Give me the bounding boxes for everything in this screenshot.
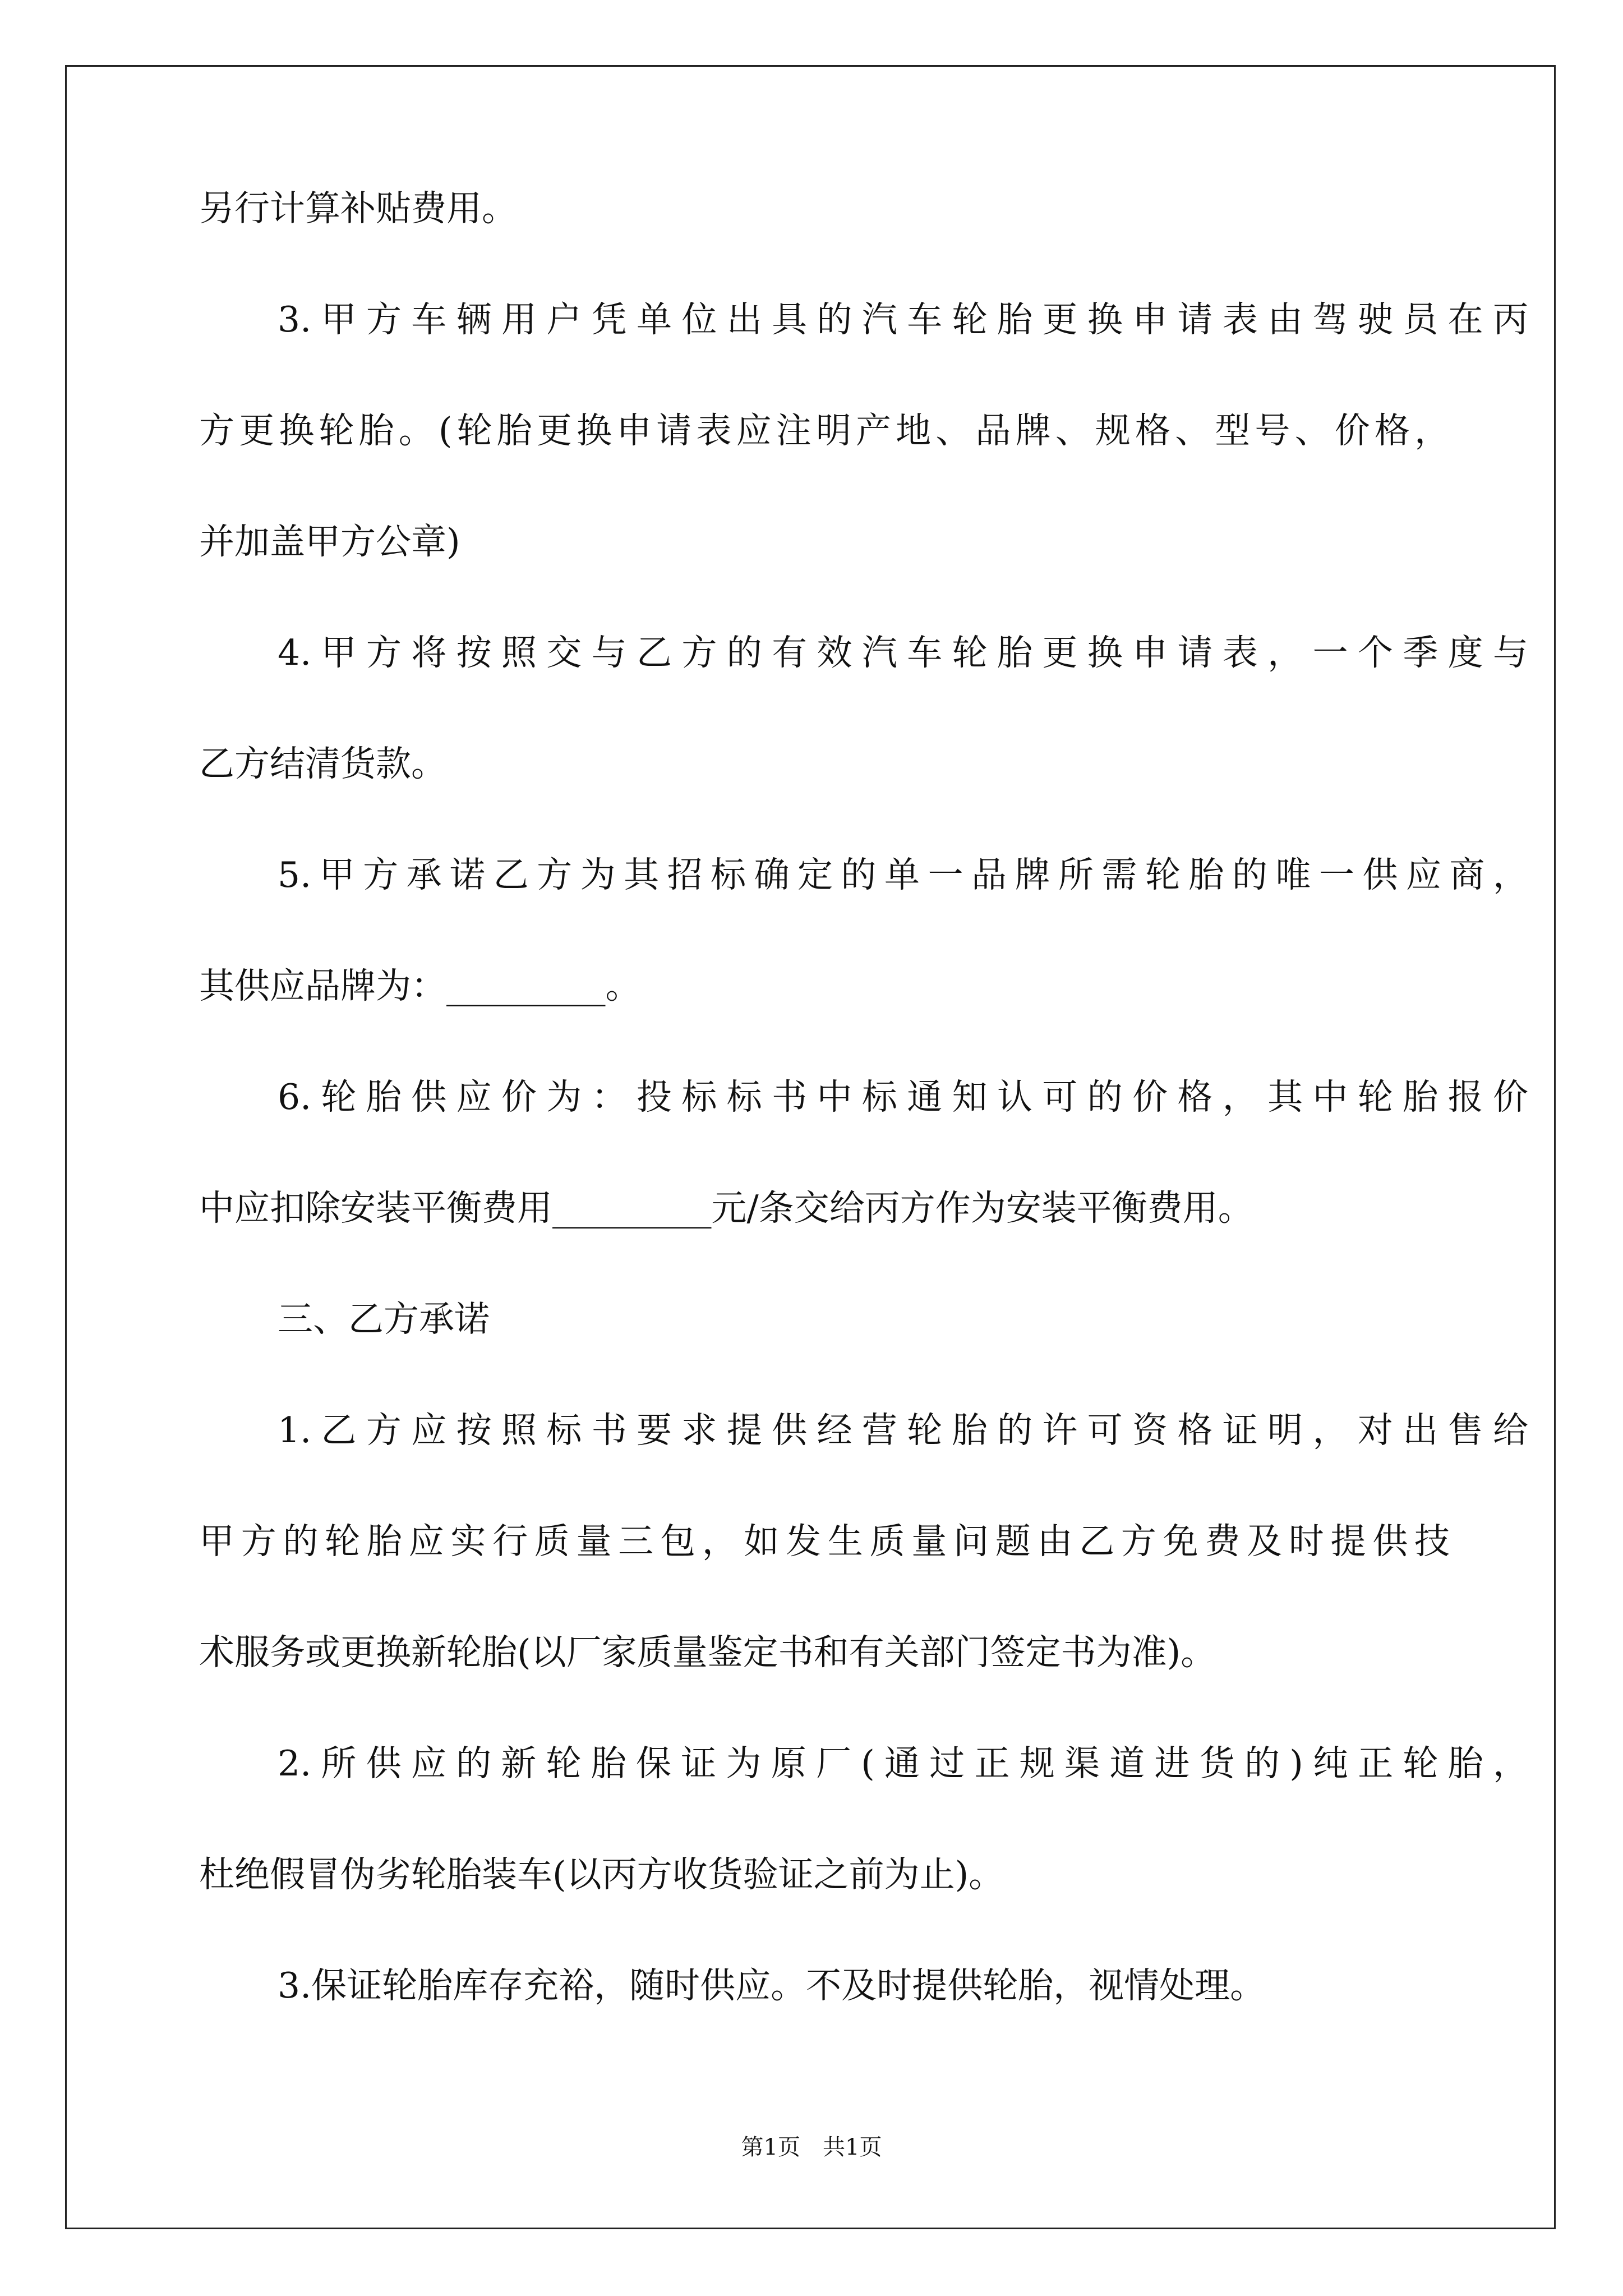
text-line: 3.甲方车辆用户凭单位出具的汽车轮胎更换申请表由驾驶员在丙 <box>278 299 1528 340</box>
text-line: 3.保证轮胎库存充裕，随时供应。不及时提供轮胎，视情处理。 <box>278 1965 1266 2006</box>
text-line: 中应扣除安装平衡费用_________元/条交给丙方作为安装平衡费用。 <box>199 1188 1253 1228</box>
text-line: 2.所供应的新轮胎保证为原厂(通过正规渠道进货的)纯正轮胎， <box>278 1743 1528 1784</box>
text-line: 4.甲方将按照交与乙方的有效汽车轮胎更换申请表，一个季度与 <box>278 632 1528 673</box>
page-border <box>65 65 1556 2229</box>
text-line: 另行计算补贴费用。 <box>199 188 517 229</box>
page-number: 第1页 共1页 <box>741 2134 882 2160</box>
section-heading: 三、乙方承诺 <box>278 1299 490 1340</box>
text-line: 5.甲方承诺乙方为其招标确定的单一品牌所需轮胎的唯一供应商， <box>278 854 1528 895</box>
text-line: 术服务或更换新轮胎(以厂家质量鉴定书和有关部门签定书为准)。 <box>199 1632 1216 1673</box>
text-line: 甲方的轮胎应实行质量三包，如发生质量问题由乙方免费及时提供技 <box>199 1521 1450 1562</box>
text-line: 其供应品牌为：_________。 <box>199 965 641 1006</box>
text-line: 方更换轮胎。(轮胎更换申请表应注明产地、品牌、规格、型号、价格， <box>199 410 1450 451</box>
text-line: 杜绝假冒伪劣轮胎装车(以丙方收货验证之前为止)。 <box>199 1854 1004 1895</box>
text-line: 1.乙方应按照标书要求提供经营轮胎的许可资格证明，对出售给 <box>278 1410 1528 1451</box>
text-line: 并加盖甲方公章) <box>199 521 460 562</box>
text-line: 6.轮胎供应价为：投标标书中标通知认可的价格，其中轮胎报价 <box>278 1076 1528 1117</box>
text-line: 乙方结清货款。 <box>199 743 446 784</box>
